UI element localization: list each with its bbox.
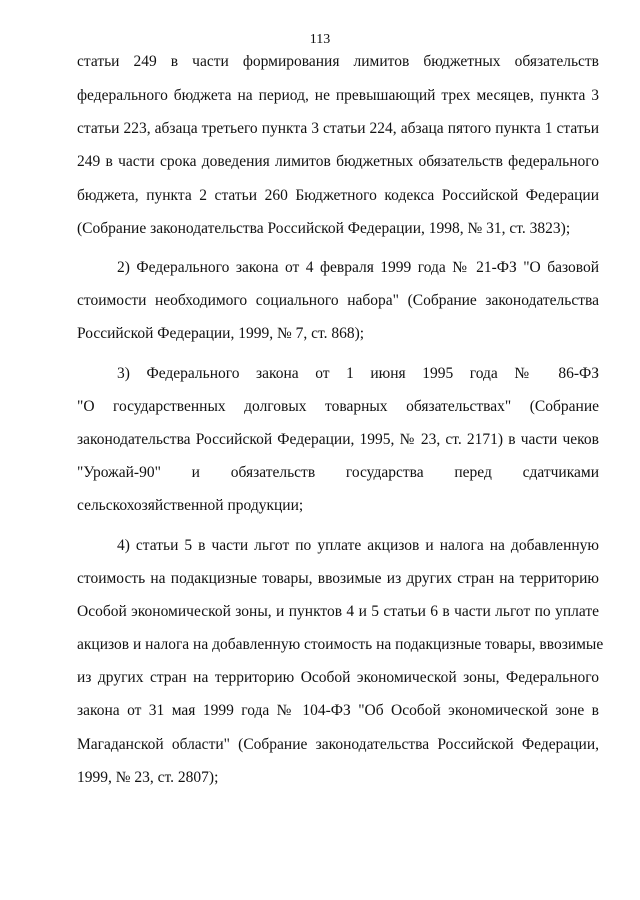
text-line: федерального бюджета на период, не превышающий трех месяцев, пункта 3 [77,87,599,104]
text-line: акцизов и налога на добавленную стоимость на подакцизные товары, ввозимые [77,636,604,653]
text-line: закона от 31 мая 1999 года № 104-ФЗ "Об Особой экономической зоне в [77,702,599,719]
text-line: Особой экономической зоны, и пунктов 4 и 5 статьи 6 в части льгот по уплате [77,603,599,620]
text-line: 3) Федерального закона от 1 июня 1995 года № 86-ФЗ [117,365,599,382]
text-line: Магаданской области" (Собрание законодательства Российской Федерации, [77,736,599,753]
text-line: законодательства Российской Федерации, 1995, № 23, ст. 2171) в части чеков [77,431,599,448]
text-line: Российской Федерации, 1999, № 7, ст. 868); [77,325,365,342]
text-line: стоимость на подакцизные товары, ввозимые из других стран на территорию [77,570,599,587]
text-line: статьи 249 в части формирования лимитов бюджетных обязательств [77,53,599,70]
text-line: 1999, № 23, ст. 2807); [77,769,219,786]
text-line: статьи 223, абзаца третьего пункта 3 статьи 224, абзаца пятого пункта 1 статьи [77,120,599,137]
text-line: "О государственных долговых товарных обязательствах" (Собрание [77,398,599,415]
text-line: бюджета, пункта 2 статьи 260 Бюджетного кодекса Российской Федерации [77,187,599,204]
text-line: сельскохозяйственной продукции; [77,497,304,514]
text-line: стоимости необходимого социального набора" (Собрание законодательства [77,292,599,309]
text-line: 4) статьи 5 в части льгот по уплате акцизов и налога на добавленную [117,537,599,554]
text-line: "Урожай-90" и обязательств государства перед сдатчиками [77,464,599,481]
text-line: (Собрание законодательства Российской Федерации, 1998, № 31, ст. 3823); [77,220,571,237]
page-number: 113 [309,32,331,47]
text-line: из других стран на территорию Особой экономической зоны, Федерального [77,669,599,686]
text-line: 2) Федерального закона от 4 февраля 1999 года № 21-ФЗ "О базовой [117,259,599,276]
text-line: 249 в части срока доведения лимитов бюджетных обязательств федерального [77,153,599,170]
